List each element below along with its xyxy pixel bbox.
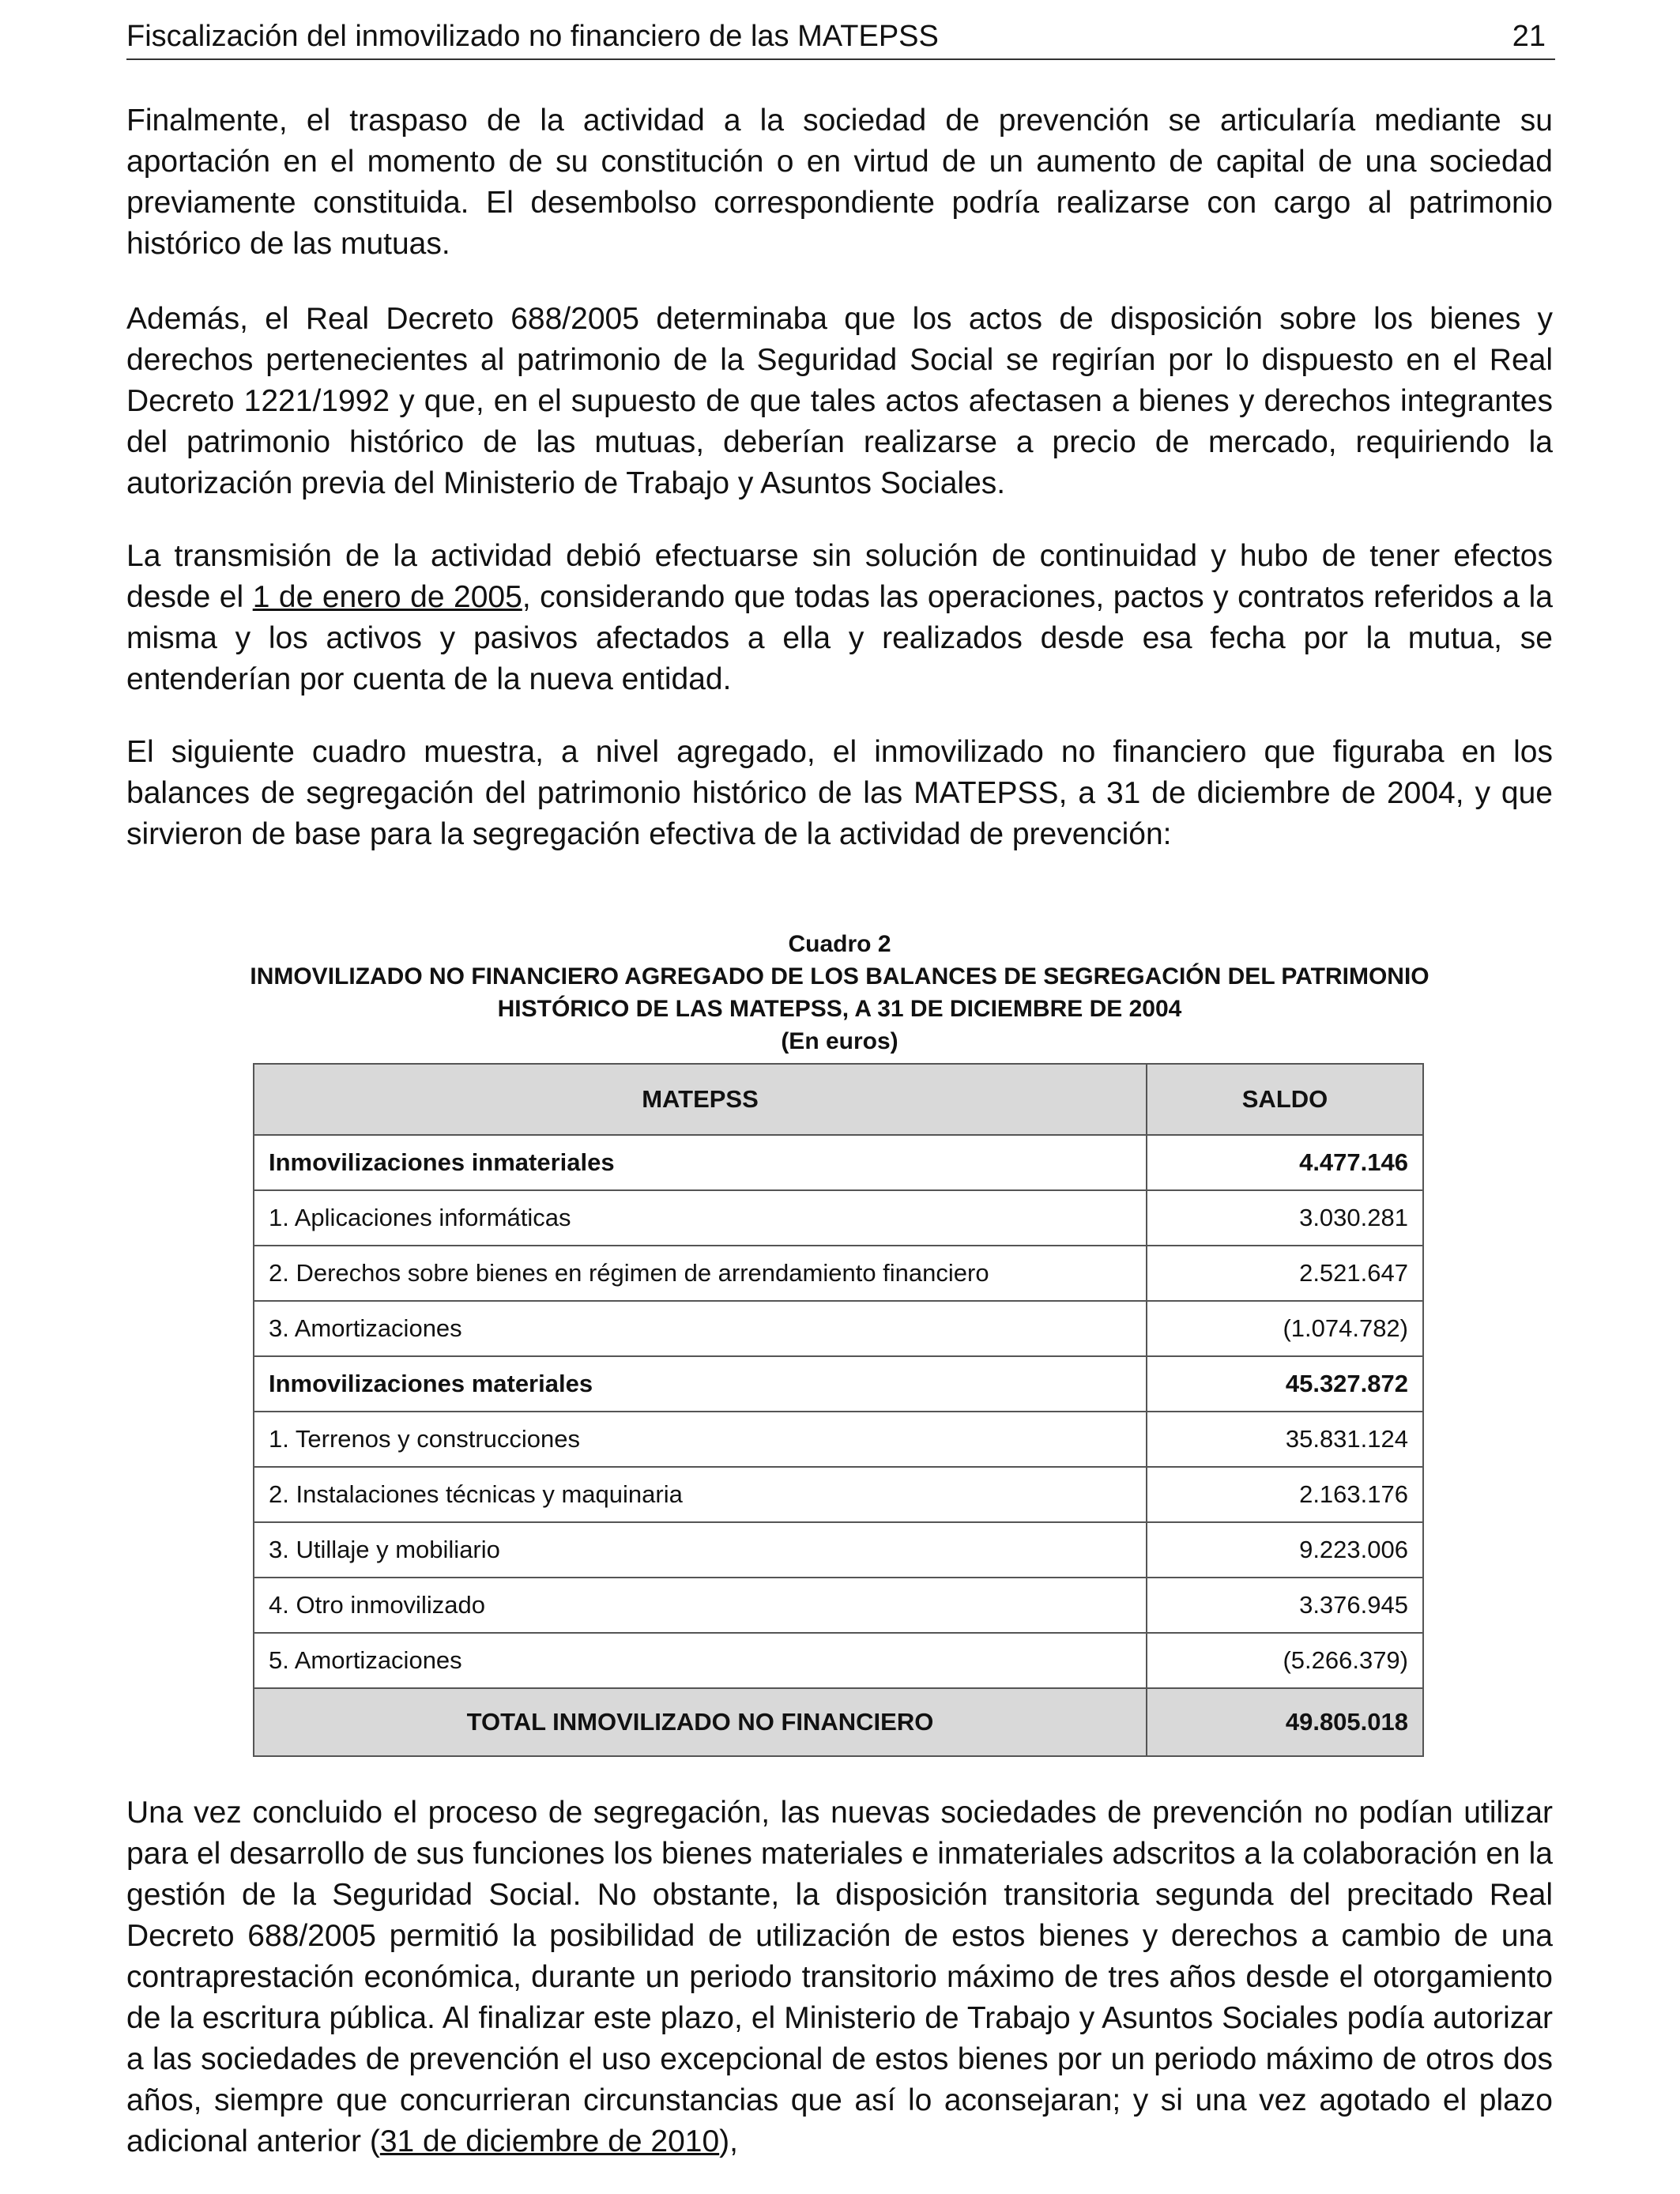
asset-balance-table xyxy=(253,1063,1424,1757)
paragraph-3-text-end: , considerando que todas las operaciones, pactos y contratos referidos a la misma y los activos y pasivos afectados a ella y realizados desde esa fecha por la mutua, se entenderían por cuenta de la nueva entidad. xyxy=(126,580,1553,696)
row-label: 3. Amortizaciones xyxy=(254,1301,1147,1356)
row-label: 5. Amortizaciones xyxy=(254,1633,1147,1688)
table-number: Cuadro 2 xyxy=(788,931,891,957)
row-value: 3.030.281 xyxy=(1147,1190,1423,1246)
row-label: 2. Derechos sobre bienes en régimen de arrendamiento financiero xyxy=(254,1246,1147,1301)
row-label: 3. Utillaje y mobiliario xyxy=(254,1522,1147,1578)
paragraph-5-text-end: ), xyxy=(719,2124,738,2158)
table-row xyxy=(254,1412,1423,1467)
paragraph-1: Finalmente, el traspaso de la actividad a la sociedad de prevención se articularía mediante su aportación en el momento de su constitución o en virtud de un aumento de capital de una sociedad previamente constituida. El desembolso correspondiente podría realizarse con cargo al patrimonio histórico de las mutuas. xyxy=(126,104,1553,261)
paragraph-3-text-start: La transmisión de la actividad debió efectuarse sin solución de continuidad y hubo de tener efectos desde el xyxy=(126,539,1553,614)
row-value: 2.163.176 xyxy=(1147,1467,1423,1522)
table-unit: (En euros) xyxy=(781,1028,898,1054)
row-label: Inmovilizaciones materiales xyxy=(254,1356,1147,1412)
column-header-saldo: SALDO xyxy=(1147,1064,1423,1135)
table-title-line-1: INMOVILIZADO NO FINANCIERO AGREGADO DE LOS BALANCES DE SEGREGACIÓN DEL PATRIMONIO xyxy=(250,963,1430,990)
row-value: (5.266.379) xyxy=(1147,1633,1423,1688)
row-value: (1.074.782) xyxy=(1147,1301,1423,1356)
paragraph-2: Además, el Real Decreto 688/2005 determinaba que los actos de disposición sobre los bienes y derechos pertenecientes al patrimonio de la Seguridad Social se regirían por lo dispuesto en el Real Decreto 1221/1992 y que, en el supuesto de que tales actos afectasen a bienes y derechos integrantes del patrimonio histórico de las mutuas, deberían realizarse a precio de mercado, requiriendo la autorización previa del Ministerio de Trabajo y Asuntos Sociales. xyxy=(126,302,1553,500)
table-row xyxy=(254,1467,1423,1522)
paragraph-5 xyxy=(126,1793,1553,2162)
row-value: 2.521.647 xyxy=(1147,1246,1423,1301)
document-title: Fiscalización del inmovilizado no financiero de las MATEPSS xyxy=(126,20,939,53)
row-label: 1. Terrenos y construcciones xyxy=(254,1412,1147,1467)
table-row xyxy=(254,1633,1423,1688)
paragraph-5-text-start: Una vez concluido el proceso de segregación, las nuevas sociedades de prevención no podían utilizar para el desarrollo de sus funciones los bienes materiales e inmateriales adscritos a la colaboración en la gestión de la Seguridad Social. No obstante, la disposición transitoria segunda del precitado Real Decreto 688/2005 permitió la posibilidad de utilización de estos bienes y derechos a cambio de una contraprestación económica, durante un periodo transitorio máximo de tres años desde el otorgamiento de la escritura pública. Al finalizar este plazo, el Ministerio de Trabajo y Asuntos Sociales podía autorizar a las sociedades de prevención el uso excepcional de estos bienes por un periodo máximo de otros dos años, siempre que concurrieran circunstancias que así lo aconsejaran; y si una vez agotado el plazo adicional anterior ( xyxy=(126,1796,1553,2158)
table-row xyxy=(254,1246,1423,1301)
column-header-matepss: MATEPSS xyxy=(254,1064,1147,1135)
row-label: 2. Instalaciones técnicas y maquinaria xyxy=(254,1467,1147,1522)
row-value: 45.327.872 xyxy=(1147,1356,1423,1412)
page-header xyxy=(126,14,1555,60)
date-reference-link: 1 de enero de 2005 xyxy=(252,580,522,614)
table-row xyxy=(254,1190,1423,1246)
table-header-row xyxy=(254,1064,1423,1135)
table-row xyxy=(254,1356,1423,1412)
row-value: 9.223.006 xyxy=(1147,1522,1423,1578)
table-row xyxy=(254,1522,1423,1578)
total-label: TOTAL INMOVILIZADO NO FINANCIERO xyxy=(254,1688,1147,1756)
deadline-date-link: 31 de diciembre de 2010 xyxy=(379,2124,720,2158)
table-row xyxy=(254,1135,1423,1190)
total-value: 49.805.018 xyxy=(1147,1688,1423,1756)
table-title-line-2: HISTÓRICO DE LAS MATEPSS, A 31 DE DICIEMBRE DE 2004 xyxy=(497,996,1182,1022)
row-label: 4. Otro inmovilizado xyxy=(254,1578,1147,1633)
paragraph-4: El siguiente cuadro muestra, a nivel agregado, el inmovilizado no financiero que figuraba en los balances de segregación del patrimonio histórico de las MATEPSS, a 31 de diciembre de 2004, y que sirvieron de base para la segregación efectiva de la actividad de prevención: xyxy=(126,735,1553,851)
page-number: 21 xyxy=(1512,20,1546,53)
row-value: 4.477.146 xyxy=(1147,1135,1423,1190)
row-value: 3.376.945 xyxy=(1147,1578,1423,1633)
paragraph-3 xyxy=(126,536,1553,700)
table-row xyxy=(254,1578,1423,1633)
row-label: 1. Aplicaciones informáticas xyxy=(254,1190,1147,1246)
row-value: 35.831.124 xyxy=(1147,1412,1423,1467)
table-row xyxy=(254,1301,1423,1356)
row-label: Inmovilizaciones inmateriales xyxy=(254,1135,1147,1190)
table-total-row xyxy=(254,1688,1423,1756)
